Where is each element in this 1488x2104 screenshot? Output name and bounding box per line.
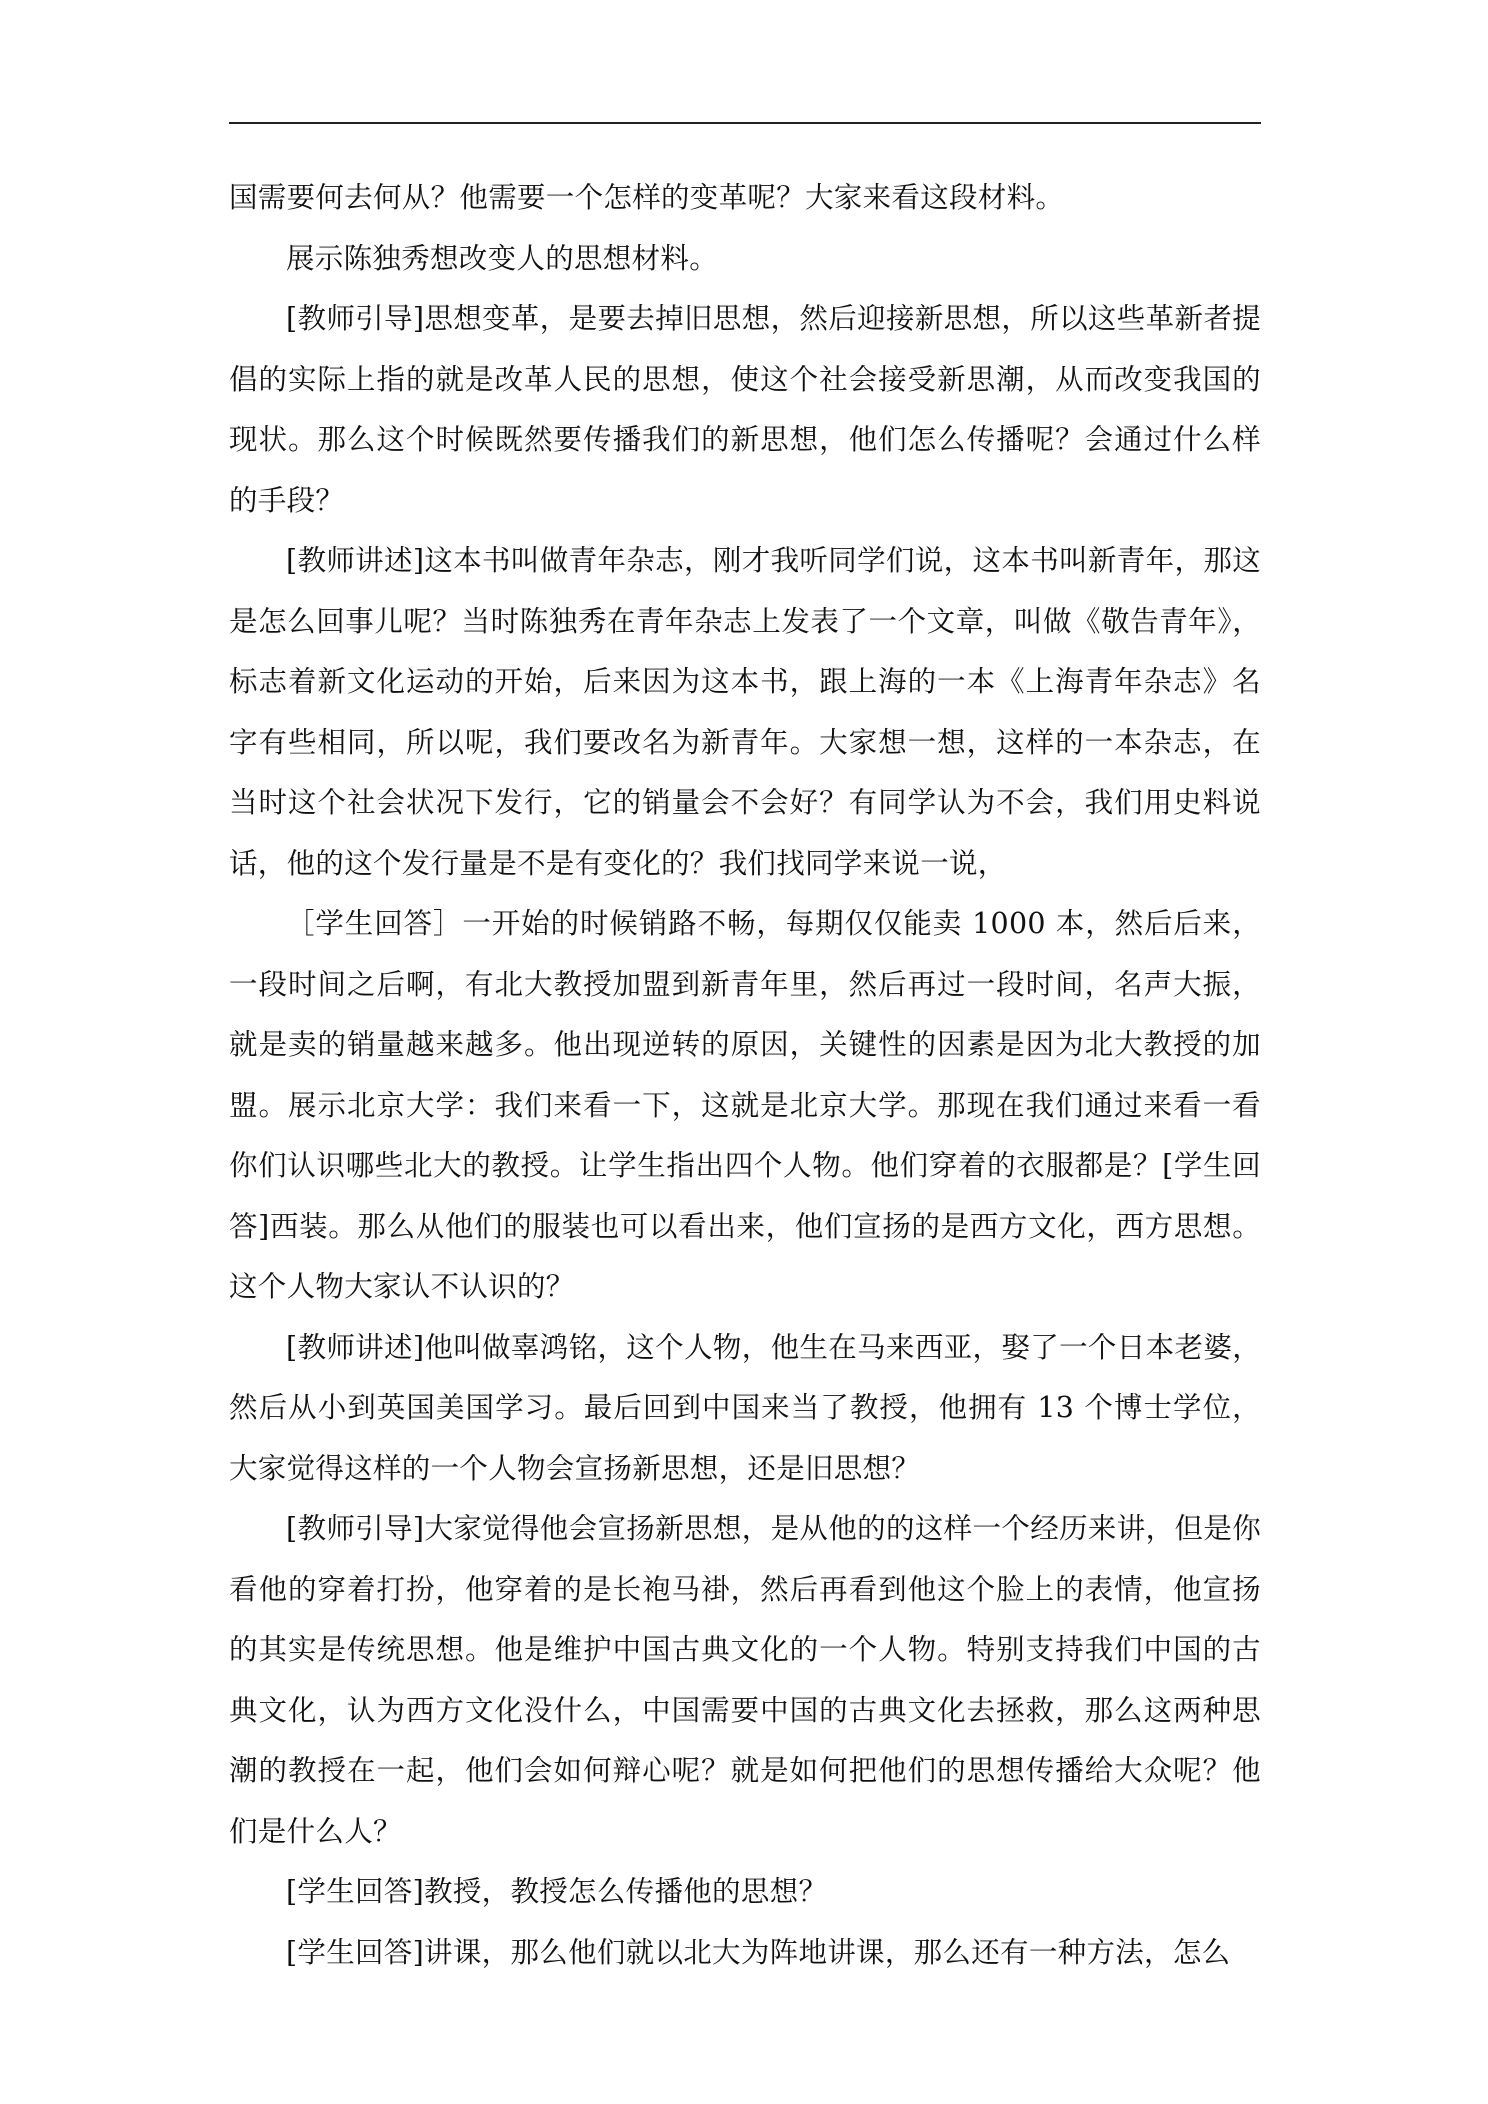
header-rule bbox=[229, 122, 1261, 124]
paragraph: 展示陈独秀想改变人的思想材料。 bbox=[286, 241, 719, 275]
paragraph: [教师引导]思想变革，是要去掉旧思想，然后迎接新思想，所以这些革新者提倡的实际上指的就是改革人民的思想，使这个社会接受新思潮，从而改变我国的现状。那么这个时候既然要传播我们的新思想，他们怎么传播呢？会通过什么样的手段？ bbox=[229, 302, 1261, 517]
paragraph: ［学生回答］一开始的时候销路不畅，每期仅仅能卖 1000 本，然后后来，一段时间之后啊，有北大教授加盟到新青年里，然后再过一段时间，名声大振，就是卖的销量越来越多。他出现逆转的原因，关键性的因素是因为北大教授的加盟。展示北京大学：我们来看一下，这就是北京大学。那现在我们通过来看一看你们认识哪些北大的教授。让学生指出四个人物。他们穿着的衣服都是？[学生回答]西装。那么从他们的服装也可以看出来，他们宣扬的是西方文化，西方思想。这个人物大家认不认识的？ bbox=[229, 907, 1261, 1303]
paragraph: [教师讲述]他叫做辜鸿铭，这个人物，他生在马来西亚，娶了一个日本老婆，然后从小到英国美国学习。最后回到中国来当了教授，他拥有 13 个博士学位，大家觉得这样的一个人物会宣扬新思想，还是旧思想？ bbox=[229, 1330, 1261, 1485]
paragraph: [教师引导]大家觉得他会宣扬新思想，是从他的的这样一个经历来讲，但是你看他的穿着打扮，他穿着的是长袍马褂，然后再看到他这个脸上的表情，他宣扬的其实是传统思想。他是维护中国古典文化的一个人物。特别支持我们中国的古典文化，认为西方文化没什么，中国需要中国的古典文化去拯救，那么这两种思潮的教授在一起，他们会如何辩心呢？就是如何把他们的思想传播给大众呢？他们是什么人？ bbox=[229, 1512, 1261, 1848]
paragraph: 国需要何去何从？他需要一个怎样的变革呢？大家来看这段材料。 bbox=[229, 181, 1065, 214]
paragraph: [学生回答]教授，教授怎么传播他的思想？ bbox=[286, 1875, 828, 1908]
page-body bbox=[229, 168, 1261, 1983]
paragraph: [学生回答]讲课，那么他们就以北大为阵地讲课，那么还有一种方法，怎么 bbox=[286, 1935, 1231, 1969]
paragraph: [教师讲述]这本书叫做青年杂志，刚才我听同学们说，这本书叫新青年，那这是怎么回事儿呢？当时陈独秀在青年杂志上发表了一个文章，叫做《敬告青年》，标志着新文化运动的开始，后来因为这本书，跟上海的一本《上海青年杂志》名字有些相同，所以呢，我们要改名为新青年。大家想一想，这样的一本杂志，在当时这个社会状况下发行，它的销量会不会好？有同学认为不会，我们用史料说话，他的这个发行量是不是有变化的？我们找同学来说一说， bbox=[229, 544, 1261, 880]
